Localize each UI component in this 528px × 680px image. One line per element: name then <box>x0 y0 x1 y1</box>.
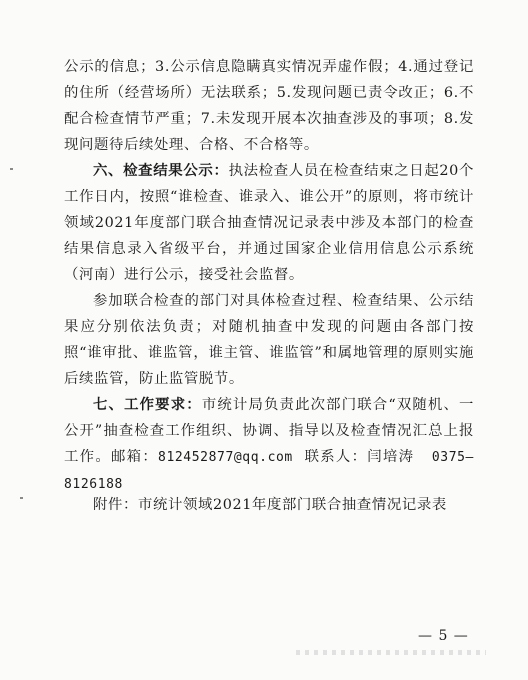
page-number: — 5 — <box>418 628 469 644</box>
paragraph-text: 执法检查人员在检查结束之日起20个工作日内，按照“谁检查、谁录入、谁公开”的原则，将市统计领域2021年度部门联合抽查情况记录表中涉及本部门的检查结果信息录入省级平台，并通过国家企业信用信息公示系统（河南）进行公示，接受社会监督。 <box>64 163 474 283</box>
contact-phone: 0375—8126188 <box>64 450 474 492</box>
section-heading-work-requirements: 七、工作要求： <box>93 396 202 413</box>
paragraph-check-results-list <box>64 54 474 158</box>
contact-name: 闫培涛 <box>367 449 415 465</box>
paragraph-results-publicity <box>64 158 474 288</box>
email-address: 812452877@qq.com <box>158 450 293 465</box>
contact-label: 联系人： <box>304 449 368 465</box>
paragraph-departments-responsibility <box>64 288 474 392</box>
scan-speck <box>10 168 13 170</box>
paragraph-work-requirements <box>64 392 474 498</box>
paragraph-text: 市统计局负责此次部门联合“双随机、一公开”抽查检查工作组织、协调、指导以及检查情况汇总上报工作。 <box>64 397 474 465</box>
section-heading-results-publicity: 六、检查结果公示： <box>93 162 229 179</box>
paragraph-text: 公示的信息；3.公示信息隐瞒真实情况弄虚作假；4.通过登记的住所（经营场所）无法联系；5.发现问题已责令改正；6.不配合检查情节严重；7.未发现开展本次抽查涉及的事项；8.发现问题待后续处理、合格、不合格等。 <box>64 59 474 153</box>
paragraph-text: 参加联合检查的部门对具体检查过程、检查结果、公示结果应分别依法负责；对随机抽查中发现的问题由各部门按照“谁审批、谁监管，谁主管、谁监管”和属地管理的原则实施后续监管，防止监管脱节。 <box>64 293 474 387</box>
scan-bleed-through <box>296 650 486 655</box>
attachment-title: 市统计领域2021年度部门联合抽查情况记录表 <box>137 497 447 513</box>
email-label: 邮箱： <box>111 449 159 465</box>
attachment-label: 附件： <box>93 497 138 513</box>
scan-speck <box>20 497 23 499</box>
attachment-line <box>64 492 474 518</box>
